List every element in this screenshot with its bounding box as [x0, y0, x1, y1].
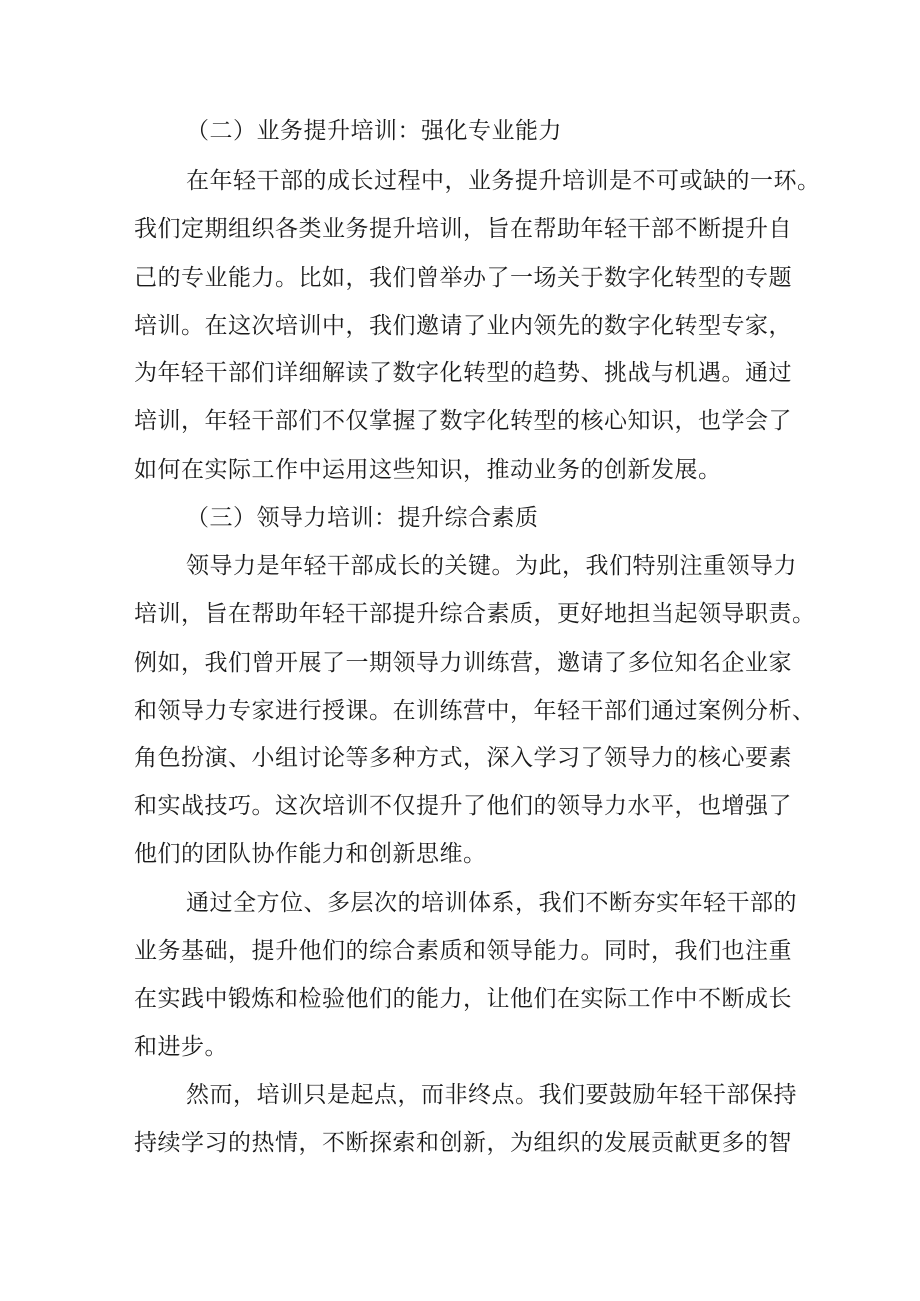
paragraph-line: 我们定期组织各类业务提升培训，旨在帮助年轻干部不断提升自: [134, 216, 792, 242]
paragraph-line: 和领导力专家进行授课。在训练营中，年轻干部们通过案例分析、: [134, 698, 816, 724]
paragraph-line: 和进步。: [134, 1034, 228, 1060]
paragraph-line: 如何在实际工作中运用这些知识，推动业务的创新发展。: [134, 457, 722, 483]
paragraph-line: 培训，旨在帮助年轻干部提升综合素质，更好地担当起领导职责。: [134, 601, 816, 627]
paragraph-line: 培训。在这次培训中，我们邀请了业内领先的数字化转型专家，: [134, 313, 792, 339]
paragraph-line: 业务基础，提升他们的综合素质和领导能力。同时，我们也注重: [134, 938, 792, 964]
paragraph-line: 和实战技巧。这次培训不仅提升了他们的领导力水平，也增强了: [134, 793, 792, 819]
paragraph-line: 领导力是年轻干部成长的关键。为此，我们特别注重领导力: [186, 553, 797, 579]
paragraph-line: 例如，我们曾开展了一期领导力训练营，邀请了多位知名企业家: [134, 650, 792, 676]
section-heading-business-training: （二）业务提升培训：强化专业能力: [186, 118, 562, 144]
paragraph-line: 角色扮演、小组讨论等多种方式，深入学习了领导力的核心要素: [134, 745, 792, 771]
paragraph-line: 培训，年轻干部们不仅掌握了数字化转型的核心知识，也学会了: [134, 408, 792, 434]
paragraph-line: 他们的团队协作能力和创新思维。: [134, 841, 487, 867]
paragraph-line: 在实践中锻炼和检验他们的能力，让他们在实际工作中不断成长: [134, 986, 792, 1012]
paragraph-line: 然而，培训只是起点，而非终点。我们要鼓励年轻干部保持: [186, 1082, 797, 1108]
paragraph-line: 持续学习的热情，不断探索和创新，为组织的发展贡献更多的智: [134, 1130, 792, 1156]
paragraph-line: 己的专业能力。比如，我们曾举办了一场关于数字化转型的专题: [134, 265, 792, 291]
paragraph-line: 通过全方位、多层次的培训体系，我们不断夯实年轻干部的: [186, 890, 797, 916]
paragraph-line: 为年轻干部们详细解读了数字化转型的趋势、挑战与机遇。通过: [134, 360, 792, 386]
paragraph-line: 在年轻干部的成长过程中，业务提升培训是不可或缺的一环。: [186, 168, 821, 194]
section-heading-leadership-training: （三）领导力培训：提升综合素质: [186, 505, 539, 531]
